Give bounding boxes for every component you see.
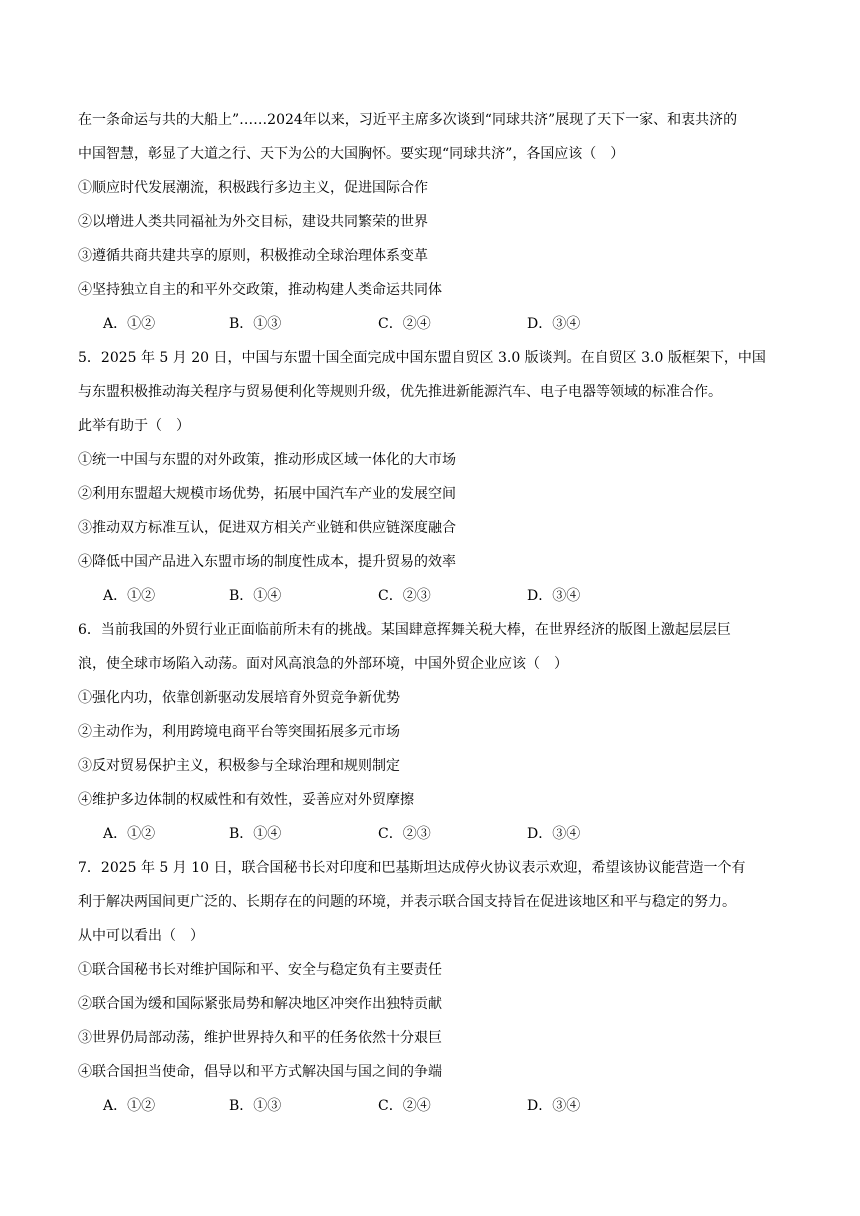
question-4-stem-line-1: 在一条命运与共的大船上”……2024年以来，习近平主席多次谈到“同球共济”展现了天下一家、和衷共济的 <box>78 112 738 128</box>
question-6-option-c[interactable]: C．②③ <box>378 826 431 842</box>
question-7-stem-line-1: 7．2025 年 5 月 10 日，联合国秘书长对印度和巴基斯坦达成停火协议表示欢迎，希望该协议能营造一个有 <box>78 860 746 876</box>
question-5-option-b[interactable]: B．①④ <box>229 588 282 604</box>
question-4-option-a[interactable]: A．①② <box>103 316 156 332</box>
question-4-statement-4: ④坚持独立自主的和平外交政策，推动构建人类命运共同体 <box>78 282 442 298</box>
question-5-statement-2: ②利用东盟超大规模市场优势，拓展中国汽车产业的发展空间 <box>78 486 456 502</box>
question-7-statement-4: ④联合国担当使命，倡导以和平方式解决国与国之间的争端 <box>78 1064 442 1080</box>
question-5-option-c[interactable]: C．②③ <box>378 588 431 604</box>
question-6-stem-line-1: 6．当前我国的外贸行业正面临前所未有的挑战。某国肆意挥舞关税大棒，在世界经济的版图上激起层层巨 <box>78 622 731 638</box>
question-6-option-b[interactable]: B．①④ <box>229 826 282 842</box>
question-5-statement-4: ④降低中国产品进入东盟市场的制度性成本，提升贸易的效率 <box>78 554 456 570</box>
question-4-statement-3: ③遵循共商共建共享的原则，积极推动全球治理体系变革 <box>78 248 428 264</box>
question-6-statement-1: ①强化内功，依靠创新驱动发展培育外贸竞争新优势 <box>78 690 400 706</box>
question-5-statement-1: ①统一中国与东盟的对外政策，推动形成区域一体化的大市场 <box>78 452 456 468</box>
question-7-option-b[interactable]: B．①③ <box>229 1098 282 1114</box>
question-4-statement-1: ①顺应时代发展潮流，积极践行多边主义，促进国际合作 <box>78 180 428 196</box>
question-6-statement-2: ②主动作为，利用跨境电商平台等突围拓展多元市场 <box>78 724 400 740</box>
question-5-option-d[interactable]: D．③④ <box>527 588 581 604</box>
question-4-option-c[interactable]: C．②④ <box>378 316 431 332</box>
question-5-stem-line-3: 此举有助于（ ） <box>78 418 190 434</box>
question-5-statement-3: ③推动双方标准互认，促进双方相关产业链和供应链深度融合 <box>78 520 456 536</box>
question-7-stem-line-2: 利于解决两国间更广泛的、长期存在的问题的环境，并表示联合国支持旨在促进该地区和平与稳定的努力。 <box>78 894 736 910</box>
question-6-option-a[interactable]: A．①② <box>103 826 156 842</box>
question-7-option-a[interactable]: A．①② <box>103 1098 156 1114</box>
question-5-option-a[interactable]: A．①② <box>103 588 156 604</box>
question-6-statement-4: ④维护多边体制的权威性和有效性，妥善应对外贸摩擦 <box>78 792 414 808</box>
question-6-option-d[interactable]: D．③④ <box>527 826 581 842</box>
question-5-stem-line-2: 与东盟积极推动海关程序与贸易便利化等规则升级，优先推进新能源汽车、电子电器等领域的标准合作。 <box>78 384 722 400</box>
question-7-statement-3: ③世界仍局部动荡，维护世界持久和平的任务依然十分艰巨 <box>78 1030 442 1046</box>
question-7-option-c[interactable]: C．②④ <box>378 1098 431 1114</box>
question-7-statement-2: ②联合国为缓和国际紧张局势和解决地区冲突作出独特贡献 <box>78 996 442 1012</box>
question-4-statement-2: ②以增进人类共同福祉为外交目标，建设共同繁荣的世界 <box>78 214 428 230</box>
question-4-option-d[interactable]: D．③④ <box>527 316 581 332</box>
question-6-statement-3: ③反对贸易保护主义，积极参与全球治理和规则制定 <box>78 758 400 774</box>
question-4-stem-line-2: 中国智慧，彰显了大道之行、天下为公的大国胸怀。要实现“同球共济”，各国应该（ ） <box>78 146 625 162</box>
question-5-stem-line-1: 5．2025 年 5 月 20 日，中国与东盟十国全面完成中国东盟自贸区 3.0 版谈判。在自贸区 3.0 版框架下，中国 <box>78 350 766 366</box>
question-7-statement-1: ①联合国秘书长对维护国际和平、安全与稳定负有主要责任 <box>78 962 442 978</box>
question-7-stem-line-3: 从中可以看出（ ） <box>78 928 204 944</box>
question-7-option-d[interactable]: D．③④ <box>527 1098 581 1114</box>
question-4-option-b[interactable]: B．①③ <box>229 316 282 332</box>
question-6-stem-line-2: 浪，使全球市场陷入动荡。面对风高浪急的外部环境，中国外贸企业应该（ ） <box>78 656 568 672</box>
